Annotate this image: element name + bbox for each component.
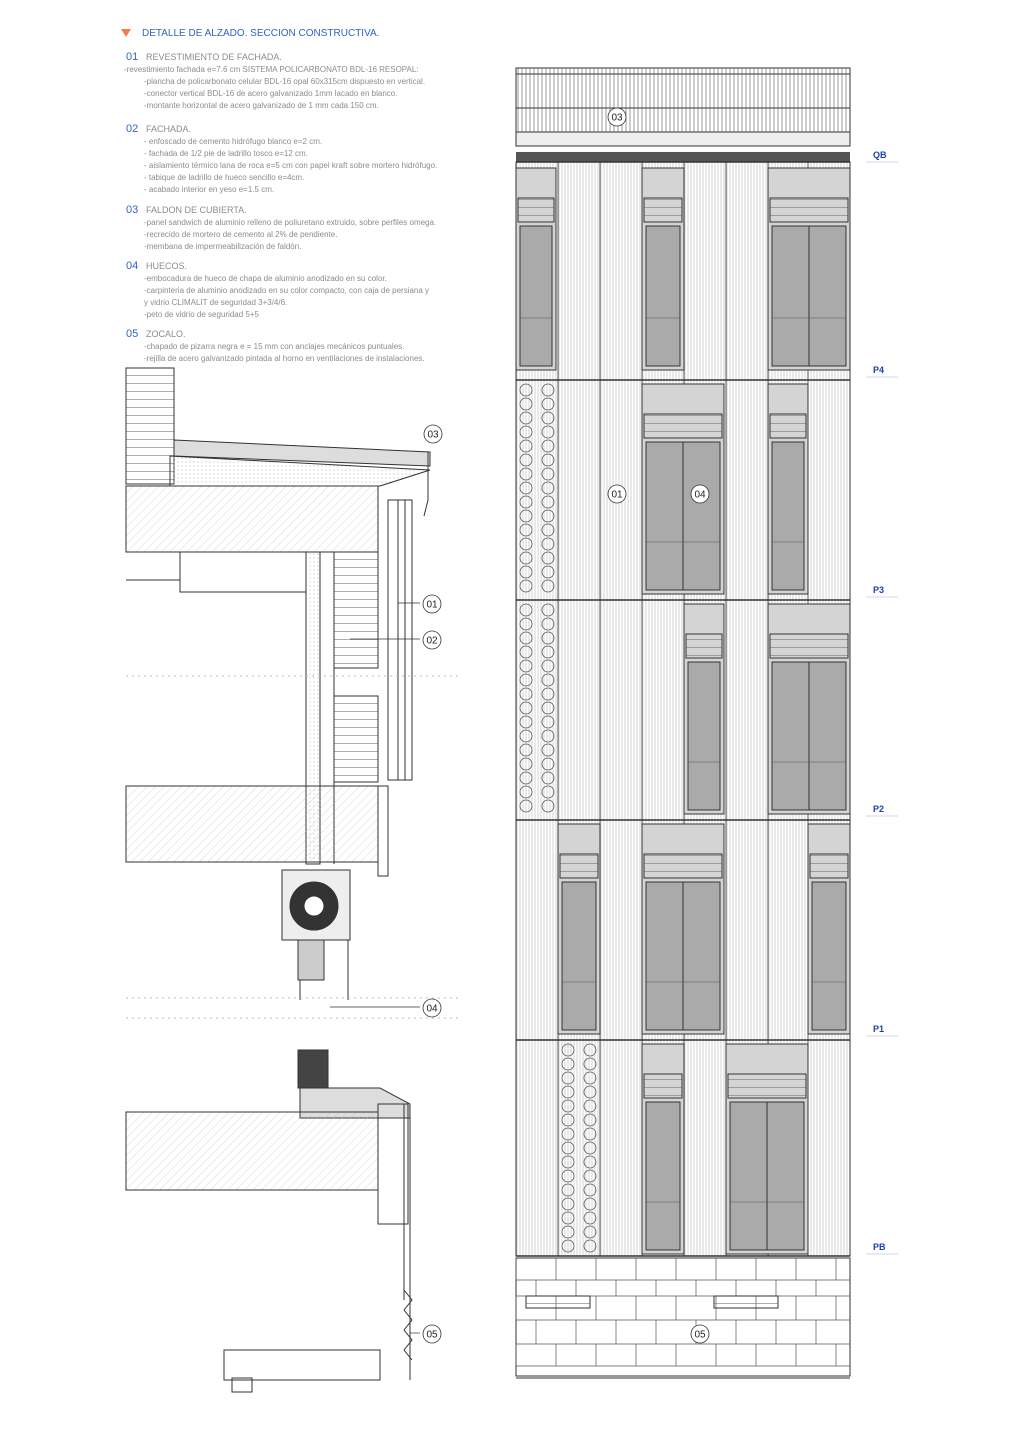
section-tag [423,631,441,649]
tag-label: 04 [426,1003,438,1015]
wall-brick [334,552,378,668]
window-glass [688,662,720,810]
legend-line: -membana de impermeabilización de faldón. [144,242,302,251]
legend-heading: REVESTIMIENTO DE FACHADA. [146,52,282,62]
tag-label: 01 [611,489,623,501]
shutter-blind [686,634,722,658]
vent-grille-right [714,1296,778,1308]
window-sill [298,1050,328,1088]
window [642,824,724,1034]
legend-line: - tabique de ladrillo de hueco sencillo e=4cm. [144,173,305,182]
level-label-p3: P3 [873,585,885,595]
roof-slab [126,486,378,552]
shutter-blind [644,854,722,878]
tag-label: 03 [611,112,623,124]
shutter-blind [770,634,848,658]
window-glass [520,226,552,366]
legend-line: -embocadura de hueco de chapa de aluminio anodizado en su color. [144,274,387,283]
window [768,168,850,370]
vent-grille-left [526,1296,590,1308]
window-glass [562,882,596,1030]
window [642,168,684,370]
legend-line: - acabado interior en yeso e=1.5 cm. [144,185,275,194]
legend-number: 03 [126,204,139,216]
level-label-p4: P4 [873,365,885,375]
section-tag [423,1325,441,1343]
legend-line: -rejilla de acero galvanizado pintada al horno en ventilaciones de instalaciones. [144,354,425,363]
legend-line: -carpinteria de aluminio anodizado en su color compacto, con caja de persiana y [144,286,430,295]
legend-line: - fachada de 1/2 pie de ladrillo tosco e=12 cm. [144,149,308,158]
legend-line: - enfoscado de cemento hidrófugo blanco e=2 cm. [144,137,323,146]
floor-slab [126,786,378,862]
shutter-blind [644,1074,682,1098]
facade-elevation [516,68,850,1378]
tag-label: 04 [694,489,706,501]
level-label-pb: PB [873,1242,886,1252]
level-label-qb: QB [873,150,887,160]
tag-label: 02 [426,635,438,647]
section-tag [423,999,441,1017]
section-tag [424,425,442,443]
shutter-blind [728,1074,806,1098]
elevation-tag [691,1325,709,1343]
legend-number: 04 [126,260,139,272]
shutter-blind [560,854,598,878]
tag-label: 01 [426,599,438,611]
tag-label: 05 [426,1329,438,1341]
legend-line: -revestimiento fachada e=7.6 cm SISTEMA POLICARBONATO BDL-16 RESOPAL: [124,65,419,74]
legend-line: -panel sandwich de aluminio relleno de poliuretano extruido, sobre perfiles omega. [144,218,437,227]
tag-label: 05 [694,1329,706,1341]
parapet-brick [126,368,174,484]
shutter-blind [810,854,848,878]
elevation-tag [608,485,626,503]
window [726,1044,808,1254]
window [516,168,556,370]
level-label-p2: P2 [873,804,885,814]
window-glass [646,1102,680,1250]
legend-number: 01 [126,51,139,63]
shutter-blind [770,198,848,222]
window [768,384,808,594]
legend [124,51,437,363]
legend-line: - aislamiento térmico lana de roca e=5 cm con papel kraft sobre mortero hidrófugo. [144,161,438,170]
legend-number: 02 [126,123,139,135]
legend-line: y vidrio CLIMALIT de seguridad 3+3/4/6. [144,298,288,307]
window [808,824,850,1034]
elevation-tag [608,108,626,126]
roof-fascia [516,132,850,146]
window [642,1044,684,1254]
sheet-title: DETALLE DE ALZADO. SECCION CONSTRUCTIVA. [142,28,380,39]
window-glass [772,442,804,590]
construction-section [126,368,462,1392]
plinth-cladding [404,1290,412,1360]
elevation-tag [691,485,709,503]
legend-line: -peto de vidrio de seguridad 5+5 [144,310,259,319]
legend-heading: FACHADA. [146,124,192,134]
legend-number: 05 [126,328,139,340]
legend-line: -conector vertical BDL-16 de acero galvanizado 1mm lacado en blanco. [144,89,398,98]
legend-line: -montante horizontal de acero galvanizado de 1 mm cada 150 cm. [144,101,379,110]
shutter-blind [644,414,722,438]
window [768,604,850,814]
legend-heading: HUECOS. [146,261,188,271]
slate-plinth [516,1258,850,1376]
tag-label: 03 [427,429,439,441]
legend-line: -recrecido de mortero de cemento al 2% de pendiente. [144,230,338,239]
legend-line: -plancha de policarbonato celular BDL-16 opal 60x315cm dispuesto en vertical. [144,77,426,86]
shutter-blind [644,198,682,222]
legend-heading: FALDON DE CUBIERTA. [146,205,247,215]
cladding-rail [388,500,412,780]
roof-railing [516,68,850,132]
title-bullet-icon [121,29,131,37]
legend-heading: ZOCALO. [146,329,186,339]
lower-slab [126,1112,378,1190]
basement-wall [224,1350,380,1380]
wall-brick-lower [334,696,378,782]
shutter-blind [770,414,806,438]
window-glass [812,882,846,1030]
title-block [121,28,379,39]
window-glass [646,226,680,366]
window [684,604,724,814]
window [642,384,724,594]
level-label-p1: P1 [873,1024,885,1034]
shutter-blind [518,198,554,222]
window [558,824,600,1034]
legend-line: -chapado de pizarra negra e = 15 mm con anclajes mecánicos puntuales. [144,342,405,351]
section-tag [423,595,441,613]
